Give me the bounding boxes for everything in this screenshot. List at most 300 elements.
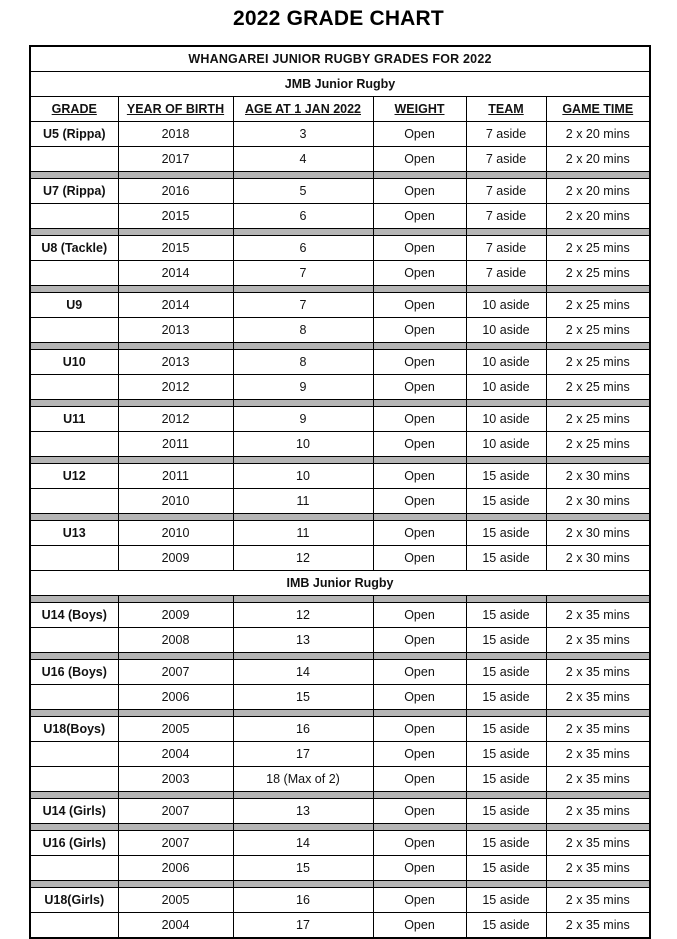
year-of-birth-cell: 2005 xyxy=(118,717,233,742)
group-separator-cell xyxy=(373,514,466,521)
group-separator-cell xyxy=(546,172,650,179)
group-separator-cell xyxy=(466,229,546,236)
year-of-birth-cell: 2008 xyxy=(118,628,233,653)
team-cell: 7 aside xyxy=(466,261,546,286)
group-separator-cell xyxy=(118,286,233,293)
weight-cell: Open xyxy=(373,742,466,767)
team-cell: 15 aside xyxy=(466,546,546,571)
group-separator-cell xyxy=(373,881,466,888)
group-separator-cell xyxy=(30,172,118,179)
game-time-cell: 2 x 35 mins xyxy=(546,717,650,742)
group-separator-cell xyxy=(30,596,118,603)
grade-cell: U10 xyxy=(30,350,118,375)
team-cell: 15 aside xyxy=(466,717,546,742)
age-cell: 13 xyxy=(233,799,373,824)
age-cell: 17 xyxy=(233,913,373,939)
age-cell: 10 xyxy=(233,432,373,457)
age-cell: 15 xyxy=(233,685,373,710)
banner-row xyxy=(30,46,650,72)
group-separator-cell xyxy=(373,343,466,350)
age-cell: 14 xyxy=(233,660,373,685)
group-separator-cell xyxy=(546,514,650,521)
weight-cell: Open xyxy=(373,464,466,489)
group-separator-cell xyxy=(30,514,118,521)
group-separator-cell xyxy=(466,457,546,464)
column-header-team-text: TEAM xyxy=(488,102,524,116)
table-row xyxy=(30,122,650,147)
group-separator-cell xyxy=(466,792,546,799)
table-row xyxy=(30,179,650,204)
game-time-cell: 2 x 25 mins xyxy=(546,350,650,375)
year-of-birth-cell: 2016 xyxy=(118,179,233,204)
grade-cell xyxy=(30,856,118,881)
age-cell: 16 xyxy=(233,717,373,742)
game-time-cell: 2 x 35 mins xyxy=(546,767,650,792)
weight-cell: Open xyxy=(373,432,466,457)
weight-cell: Open xyxy=(373,122,466,147)
game-time-cell: 2 x 35 mins xyxy=(546,799,650,824)
game-time-cell: 2 x 20 mins xyxy=(546,122,650,147)
team-cell: 15 aside xyxy=(466,913,546,939)
weight-cell: Open xyxy=(373,407,466,432)
group-separator-cell xyxy=(373,457,466,464)
age-cell: 12 xyxy=(233,546,373,571)
grade-cell: U13 xyxy=(30,521,118,546)
age-cell: 11 xyxy=(233,521,373,546)
group-separator xyxy=(30,824,650,831)
group-separator-cell xyxy=(118,343,233,350)
group-separator xyxy=(30,457,650,464)
game-time-cell: 2 x 35 mins xyxy=(546,628,650,653)
weight-cell: Open xyxy=(373,717,466,742)
weight-cell: Open xyxy=(373,489,466,514)
group-separator-cell xyxy=(546,881,650,888)
team-cell: 10 aside xyxy=(466,318,546,343)
year-of-birth-cell: 2003 xyxy=(118,767,233,792)
table-row xyxy=(30,660,650,685)
game-time-cell: 2 x 30 mins xyxy=(546,464,650,489)
game-time-cell: 2 x 35 mins xyxy=(546,856,650,881)
grade-cell: U18(Boys) xyxy=(30,717,118,742)
team-cell: 10 aside xyxy=(466,350,546,375)
weight-cell: Open xyxy=(373,628,466,653)
game-time-cell: 2 x 20 mins xyxy=(546,147,650,172)
year-of-birth-cell: 2004 xyxy=(118,913,233,939)
group-separator-cell xyxy=(373,824,466,831)
grade-cell: U16 (Boys) xyxy=(30,660,118,685)
group-separator xyxy=(30,596,650,603)
team-cell: 15 aside xyxy=(466,489,546,514)
game-time-cell: 2 x 30 mins xyxy=(546,546,650,571)
table-row xyxy=(30,521,650,546)
year-of-birth-cell: 2014 xyxy=(118,293,233,318)
group-separator-cell xyxy=(30,286,118,293)
group-separator-cell xyxy=(546,824,650,831)
game-time-cell: 2 x 25 mins xyxy=(546,318,650,343)
year-of-birth-cell: 2015 xyxy=(118,236,233,261)
year-of-birth-cell: 2018 xyxy=(118,122,233,147)
group-separator-cell xyxy=(30,343,118,350)
table-row xyxy=(30,261,650,286)
team-cell: 7 aside xyxy=(466,204,546,229)
column-header-weight-text: WEIGHT xyxy=(394,102,445,116)
weight-cell: Open xyxy=(373,546,466,571)
group-separator-cell xyxy=(373,653,466,660)
weight-cell: Open xyxy=(373,603,466,628)
grade-cell xyxy=(30,375,118,400)
table-row xyxy=(30,856,650,881)
group-separator-cell xyxy=(233,710,373,717)
age-cell: 5 xyxy=(233,179,373,204)
group-separator-cell xyxy=(373,172,466,179)
weight-cell: Open xyxy=(373,179,466,204)
year-of-birth-cell: 2013 xyxy=(118,318,233,343)
year-of-birth-cell: 2014 xyxy=(118,261,233,286)
group-separator-cell xyxy=(466,343,546,350)
grade-cell xyxy=(30,913,118,939)
age-cell: 11 xyxy=(233,489,373,514)
grade-chart-container xyxy=(29,45,649,939)
group-separator-cell xyxy=(466,286,546,293)
column-header-game-time xyxy=(546,97,650,122)
year-of-birth-cell: 2017 xyxy=(118,147,233,172)
table-row xyxy=(30,147,650,172)
grade-cell xyxy=(30,489,118,514)
column-header-year-of-birth-text: YEAR OF BIRTH xyxy=(126,102,225,116)
game-time-cell: 2 x 35 mins xyxy=(546,660,650,685)
team-cell: 15 aside xyxy=(466,888,546,913)
column-header-weight xyxy=(373,97,466,122)
age-cell: 14 xyxy=(233,831,373,856)
team-cell: 15 aside xyxy=(466,856,546,881)
year-of-birth-cell: 2007 xyxy=(118,831,233,856)
group-separator-cell xyxy=(233,824,373,831)
table-row xyxy=(30,293,650,318)
team-cell: 15 aside xyxy=(466,685,546,710)
group-separator-cell xyxy=(30,457,118,464)
group-separator-cell xyxy=(546,457,650,464)
year-of-birth-cell: 2010 xyxy=(118,489,233,514)
game-time-cell: 2 x 25 mins xyxy=(546,261,650,286)
column-header-age-at-1-jan-2022 xyxy=(233,97,373,122)
group-separator-cell xyxy=(233,596,373,603)
group-separator-cell xyxy=(546,229,650,236)
group-separator-cell xyxy=(466,596,546,603)
age-cell: 8 xyxy=(233,318,373,343)
grade-cell xyxy=(30,204,118,229)
game-time-cell: 2 x 30 mins xyxy=(546,521,650,546)
group-separator-cell xyxy=(233,457,373,464)
table-row xyxy=(30,603,650,628)
team-cell: 15 aside xyxy=(466,521,546,546)
group-separator-cell xyxy=(118,172,233,179)
grade-cell xyxy=(30,546,118,571)
table-row xyxy=(30,236,650,261)
group-separator-cell xyxy=(373,710,466,717)
table-row xyxy=(30,546,650,571)
team-cell: 7 aside xyxy=(466,122,546,147)
grade-cell: U8 (Tackle) xyxy=(30,236,118,261)
table-row xyxy=(30,628,650,653)
age-cell: 9 xyxy=(233,407,373,432)
group-separator-cell xyxy=(30,710,118,717)
table-row xyxy=(30,831,650,856)
game-time-cell: 2 x 35 mins xyxy=(546,888,650,913)
section-heading: IMB Junior Rugby xyxy=(30,571,650,596)
group-separator-cell xyxy=(233,792,373,799)
year-of-birth-cell: 2015 xyxy=(118,204,233,229)
weight-cell: Open xyxy=(373,767,466,792)
column-header-row xyxy=(30,97,650,122)
group-separator-cell xyxy=(118,596,233,603)
grade-cell: U5 (Rippa) xyxy=(30,122,118,147)
weight-cell: Open xyxy=(373,293,466,318)
group-separator-cell xyxy=(546,653,650,660)
weight-cell: Open xyxy=(373,831,466,856)
weight-cell: Open xyxy=(373,236,466,261)
age-cell: 4 xyxy=(233,147,373,172)
page-title: 2022 GRADE CHART xyxy=(233,7,444,30)
group-separator-cell xyxy=(233,229,373,236)
age-cell: 17 xyxy=(233,742,373,767)
grade-cell: U11 xyxy=(30,407,118,432)
column-header-year-of-birth xyxy=(118,97,233,122)
table-banner: WHANGAREI JUNIOR RUGBY GRADES FOR 2022 xyxy=(30,46,650,72)
column-header-grade-text: GRADE xyxy=(51,102,97,116)
team-cell: 15 aside xyxy=(466,464,546,489)
grade-cell xyxy=(30,147,118,172)
age-cell: 16 xyxy=(233,888,373,913)
team-cell: 15 aside xyxy=(466,603,546,628)
age-cell: 18 (Max of 2) xyxy=(233,767,373,792)
grade-cell: U16 (Girls) xyxy=(30,831,118,856)
group-separator-cell xyxy=(118,710,233,717)
game-time-cell: 2 x 35 mins xyxy=(546,603,650,628)
table-row xyxy=(30,717,650,742)
group-separator-cell xyxy=(118,400,233,407)
column-header-game-time-text: GAME TIME xyxy=(562,102,634,116)
year-of-birth-cell: 2005 xyxy=(118,888,233,913)
section-heading-row xyxy=(30,571,650,596)
group-separator-cell xyxy=(30,792,118,799)
group-separator xyxy=(30,343,650,350)
year-of-birth-cell: 2012 xyxy=(118,375,233,400)
group-separator-cell xyxy=(118,229,233,236)
team-cell: 15 aside xyxy=(466,660,546,685)
weight-cell: Open xyxy=(373,204,466,229)
group-separator-cell xyxy=(466,881,546,888)
group-separator-cell xyxy=(546,710,650,717)
group-separator-cell xyxy=(233,653,373,660)
group-separator-cell xyxy=(118,792,233,799)
grade-cell xyxy=(30,318,118,343)
group-separator xyxy=(30,229,650,236)
group-separator-cell xyxy=(373,286,466,293)
grade-cell xyxy=(30,767,118,792)
group-separator-cell xyxy=(233,343,373,350)
game-time-cell: 2 x 25 mins xyxy=(546,407,650,432)
group-separator xyxy=(30,400,650,407)
grade-cell xyxy=(30,685,118,710)
age-cell: 7 xyxy=(233,293,373,318)
group-separator-cell xyxy=(30,881,118,888)
table-row xyxy=(30,204,650,229)
weight-cell: Open xyxy=(373,375,466,400)
group-separator-cell xyxy=(466,514,546,521)
year-of-birth-cell: 2011 xyxy=(118,432,233,457)
table-row xyxy=(30,375,650,400)
group-separator xyxy=(30,514,650,521)
age-cell: 8 xyxy=(233,350,373,375)
age-cell: 3 xyxy=(233,122,373,147)
group-separator-cell xyxy=(466,824,546,831)
grade-cell: U18(Girls) xyxy=(30,888,118,913)
team-cell: 10 aside xyxy=(466,375,546,400)
grade-cell: U12 xyxy=(30,464,118,489)
grade-cell xyxy=(30,432,118,457)
age-cell: 6 xyxy=(233,236,373,261)
year-of-birth-cell: 2007 xyxy=(118,799,233,824)
year-of-birth-cell: 2010 xyxy=(118,521,233,546)
group-separator-cell xyxy=(30,824,118,831)
group-separator-cell xyxy=(373,792,466,799)
group-separator xyxy=(30,653,650,660)
game-time-cell: 2 x 25 mins xyxy=(546,236,650,261)
group-separator-cell xyxy=(30,400,118,407)
year-of-birth-cell: 2009 xyxy=(118,546,233,571)
game-time-cell: 2 x 25 mins xyxy=(546,432,650,457)
group-separator xyxy=(30,172,650,179)
group-separator-cell xyxy=(373,229,466,236)
grade-chart-table xyxy=(29,45,651,939)
group-separator-cell xyxy=(118,881,233,888)
section-heading-row xyxy=(30,72,650,97)
group-separator-cell xyxy=(466,400,546,407)
weight-cell: Open xyxy=(373,888,466,913)
group-separator-cell xyxy=(233,881,373,888)
team-cell: 10 aside xyxy=(466,432,546,457)
group-separator-cell xyxy=(233,514,373,521)
weight-cell: Open xyxy=(373,147,466,172)
grade-cell xyxy=(30,261,118,286)
game-time-cell: 2 x 25 mins xyxy=(546,293,650,318)
table-row xyxy=(30,685,650,710)
column-header-grade xyxy=(30,97,118,122)
group-separator xyxy=(30,792,650,799)
team-cell: 10 aside xyxy=(466,293,546,318)
team-cell: 7 aside xyxy=(466,179,546,204)
group-separator-cell xyxy=(118,514,233,521)
column-header-team xyxy=(466,97,546,122)
group-separator-cell xyxy=(118,653,233,660)
grade-cell xyxy=(30,628,118,653)
team-cell: 15 aside xyxy=(466,831,546,856)
grade-cell: U14 (Boys) xyxy=(30,603,118,628)
group-separator-cell xyxy=(118,457,233,464)
group-separator-cell xyxy=(546,792,650,799)
game-time-cell: 2 x 30 mins xyxy=(546,489,650,514)
game-time-cell: 2 x 20 mins xyxy=(546,179,650,204)
group-separator xyxy=(30,710,650,717)
table-row xyxy=(30,407,650,432)
game-time-cell: 2 x 35 mins xyxy=(546,742,650,767)
team-cell: 15 aside xyxy=(466,628,546,653)
team-cell: 7 aside xyxy=(466,236,546,261)
year-of-birth-cell: 2006 xyxy=(118,685,233,710)
age-cell: 15 xyxy=(233,856,373,881)
group-separator-cell xyxy=(546,400,650,407)
group-separator-cell xyxy=(233,172,373,179)
group-separator-cell xyxy=(118,824,233,831)
year-of-birth-cell: 2013 xyxy=(118,350,233,375)
weight-cell: Open xyxy=(373,350,466,375)
group-separator-cell xyxy=(373,596,466,603)
year-of-birth-cell: 2007 xyxy=(118,660,233,685)
weight-cell: Open xyxy=(373,261,466,286)
weight-cell: Open xyxy=(373,660,466,685)
weight-cell: Open xyxy=(373,521,466,546)
group-separator-cell xyxy=(233,286,373,293)
table-row xyxy=(30,799,650,824)
year-of-birth-cell: 2006 xyxy=(118,856,233,881)
game-time-cell: 2 x 35 mins xyxy=(546,685,650,710)
year-of-birth-cell: 2012 xyxy=(118,407,233,432)
game-time-cell: 2 x 35 mins xyxy=(546,913,650,939)
group-separator-cell xyxy=(30,229,118,236)
grade-cell: U9 xyxy=(30,293,118,318)
age-cell: 10 xyxy=(233,464,373,489)
group-separator-cell xyxy=(466,172,546,179)
weight-cell: Open xyxy=(373,318,466,343)
team-cell: 15 aside xyxy=(466,799,546,824)
year-of-birth-cell: 2004 xyxy=(118,742,233,767)
group-separator xyxy=(30,881,650,888)
team-cell: 15 aside xyxy=(466,742,546,767)
team-cell: 7 aside xyxy=(466,147,546,172)
age-cell: 6 xyxy=(233,204,373,229)
weight-cell: Open xyxy=(373,799,466,824)
game-time-cell: 2 x 35 mins xyxy=(546,831,650,856)
team-cell: 10 aside xyxy=(466,407,546,432)
grade-cell: U14 (Girls) xyxy=(30,799,118,824)
table-row xyxy=(30,888,650,913)
age-cell: 9 xyxy=(233,375,373,400)
column-header-age-at-1-jan-2022-text: AGE AT 1 JAN 2022 xyxy=(244,102,361,116)
year-of-birth-cell: 2011 xyxy=(118,464,233,489)
weight-cell: Open xyxy=(373,685,466,710)
group-separator xyxy=(30,286,650,293)
weight-cell: Open xyxy=(373,856,466,881)
age-cell: 7 xyxy=(233,261,373,286)
team-cell: 15 aside xyxy=(466,767,546,792)
group-separator-cell xyxy=(233,400,373,407)
table-row xyxy=(30,464,650,489)
group-separator-cell xyxy=(466,710,546,717)
grade-cell: U7 (Rippa) xyxy=(30,179,118,204)
group-separator-cell xyxy=(466,653,546,660)
table-row xyxy=(30,432,650,457)
table-row xyxy=(30,767,650,792)
table-row xyxy=(30,913,650,939)
table-row xyxy=(30,489,650,514)
age-cell: 12 xyxy=(233,603,373,628)
group-separator-cell xyxy=(546,343,650,350)
section-heading: JMB Junior Rugby xyxy=(30,72,650,97)
game-time-cell: 2 x 25 mins xyxy=(546,375,650,400)
age-cell: 13 xyxy=(233,628,373,653)
game-time-cell: 2 x 20 mins xyxy=(546,204,650,229)
group-separator-cell xyxy=(30,653,118,660)
